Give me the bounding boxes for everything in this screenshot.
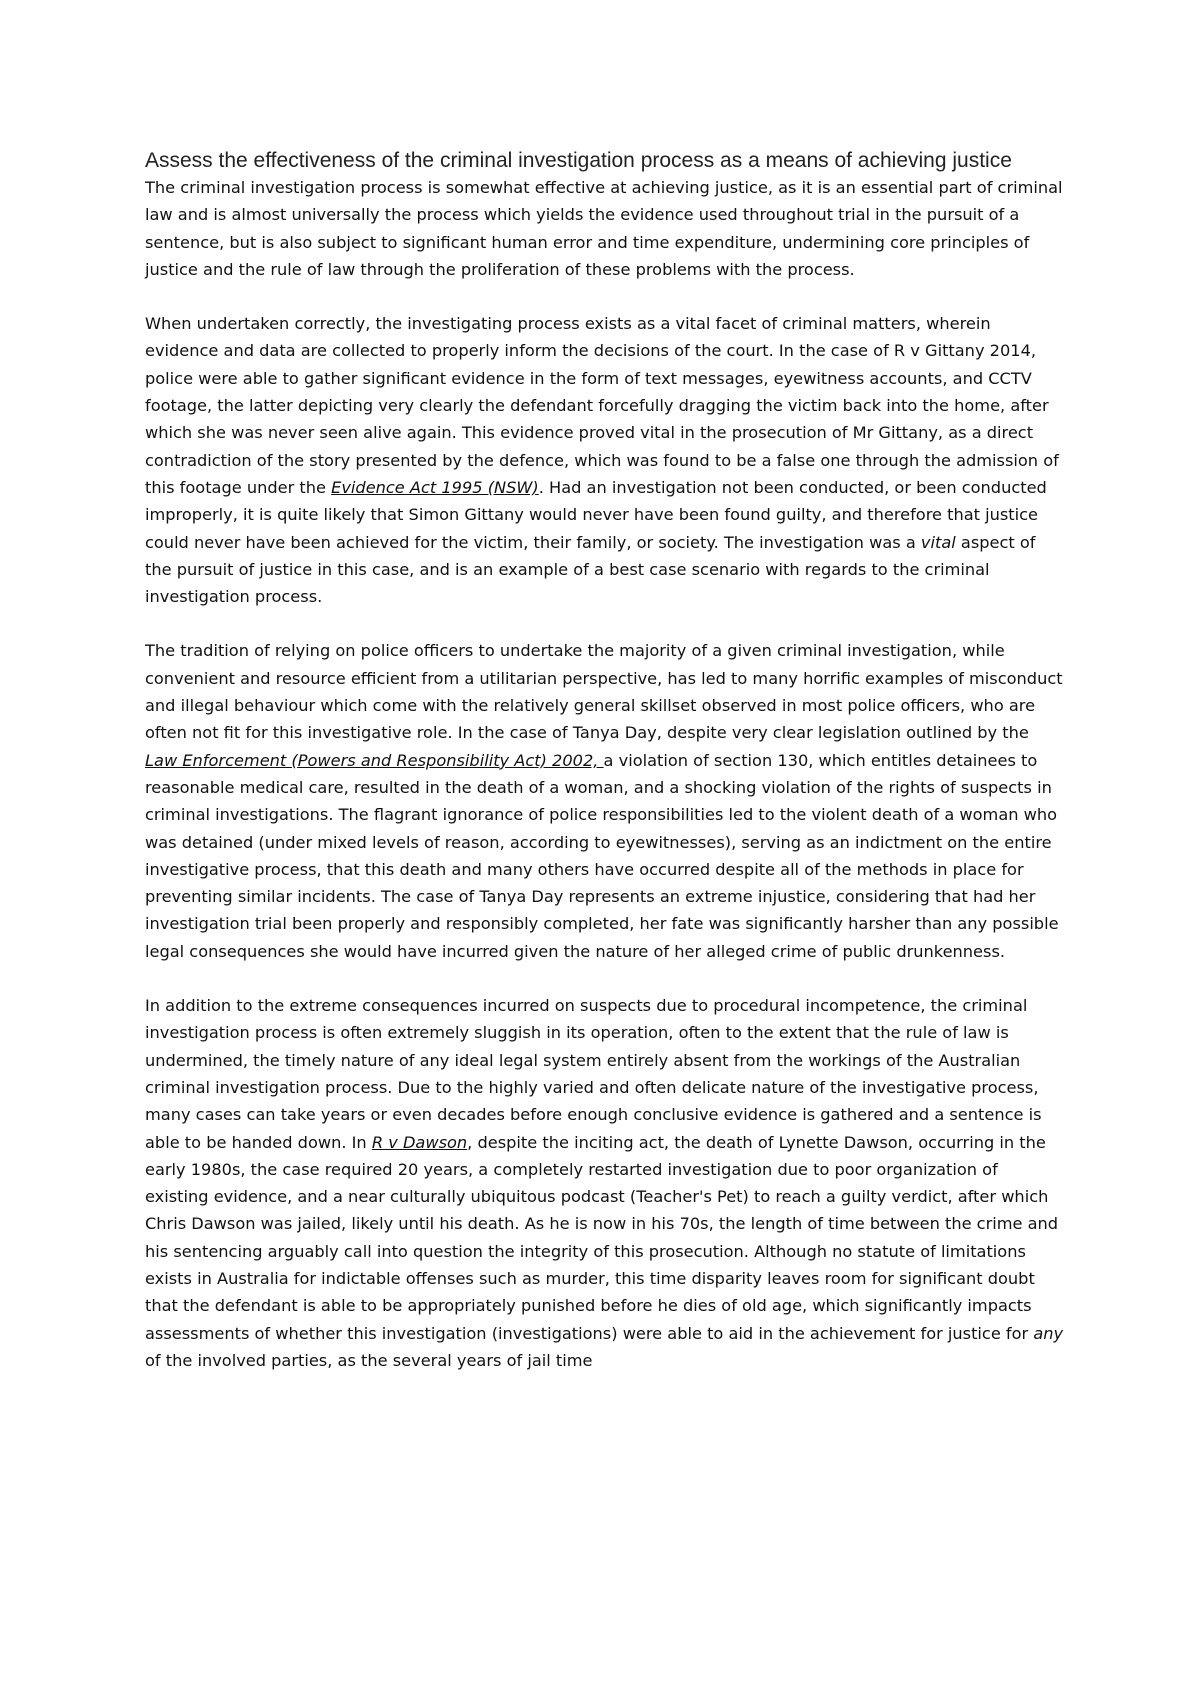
emphasis-text: any bbox=[1033, 1323, 1064, 1343]
paragraph-text: aspect of the pursuit of justice in this case, and is an example of a best case scenario with regards to the criminal investigation process. bbox=[145, 532, 1036, 607]
legislation-citation: Law Enforcement (Powers and Responsibility Act) 2002, bbox=[145, 750, 604, 770]
paragraph-dawson bbox=[145, 992, 1065, 1374]
paragraph-text: In addition to the extreme consequences incurred on suspects due to procedural incompetence, the criminal investigation process is often extremely sluggish in its operation, often to the extent that the rule of law is undermined, the timely nature of any ideal legal system entirely absent from the workings of the Australian criminal investigation process. Due to the highly varied and often delicate nature of the investigative process, many cases can take years or even decades before enough conclusive evidence is gathered and a sentence is able to be handed down. In bbox=[145, 996, 1042, 1152]
paragraph-text: a violation of section 130, which entitles detainees to reasonable medical care, resulted in the death of a woman, and a shocking violation of the rights of suspects in criminal investigations. The flagrant ignorance of police responsibilities led to the violent death of a woman who was detained (under mixed levels of reason, according to eyewitnesses), serving as an indictment on the entire investigative process, that this death and many others have occurred despite all of the methods in place for preventing similar incidents. The case of Tanya Day represents an extreme injustice, considering that had her investigation trial been properly and responsibly completed, her fate was significantly harsher than any possible legal consequences she would have incurred given the nature of her alleged crime of public drunkenness. bbox=[145, 750, 1059, 961]
paragraph-spacer bbox=[145, 965, 1065, 992]
legislation-citation: Evidence Act 1995 (NSW) bbox=[331, 477, 539, 497]
essay-title: Assess the effectiveness of the criminal investigation process as a means of achieving justice bbox=[145, 149, 1012, 172]
paragraph-spacer bbox=[145, 610, 1065, 637]
paragraph-intro: The criminal investigation process is somewhat effective at achieving justice, as it is an essential part of criminal law and is almost universally the process which yields the evidence used throughout trial in the pursuit of a sentence, but is also subject to significant human error and time expenditure, undermining core principles of justice and the rule of law through the proliferation of these problems with the process. bbox=[145, 178, 1063, 279]
paragraph-spacer bbox=[145, 283, 1065, 310]
case-citation: R v Dawson bbox=[371, 1132, 468, 1152]
paragraph-text: When undertaken correctly, the investigating process exists as a vital facet of criminal matters, wherein evidence and data are collected to properly inform the decisions of the court. In the case of R v Gittany 2014, police were able to gather significant evidence in the form of text messages, eyewitness accounts, and CCTV footage, the latter depicting very clearly the defendant forcefully dragging the victim back into the home, after which she was never seen alive again. This evidence proved vital in the prosecution of Mr Gittany, as a direct contradiction of the story presented by the defence, which was found to be a false one through the admission of this footage under the bbox=[145, 314, 1059, 497]
emphasis-text: vital bbox=[920, 532, 956, 552]
paragraph-text: The tradition of relying on police officers to undertake the majority of a given criminal investigation, while convenient and resource efficient from a utilitarian perspective, has led to many horrific examples of misconduct and illegal behaviour which come with the relatively general skillset observed in most police officers, who are often not fit for this investigative role. In the case of Tanya Day, despite very clear legislation outlined by the bbox=[145, 641, 1063, 743]
paragraph-tanya-day bbox=[145, 637, 1065, 965]
paragraph-gittany bbox=[145, 310, 1065, 610]
document-body bbox=[145, 147, 1065, 1374]
paragraph-text: , despite the inciting act, the death of Lynette Dawson, occurring in the early 1980s, the case required 20 years, a completely restarted investigation due to poor organization of existing evidence, and a near culturally ubiquitous podcast (Teacher's Pet) to reach a guilty verdict, after which Chris Dawson was jailed, likely until his death. As he is now in his 70s, the length of time between the crime and his sentencing arguably call into question the integrity of this prosecution. Although no statute of limitations exists in Australia for indictable offenses such as murder, this time disparity leaves room for significant doubt that the defendant is able to be appropriately punished before he dies of old age, which significantly impacts assessments of whether this investigation (investigations) were able to aid in the achievement for justice for bbox=[145, 1132, 1059, 1343]
paragraph-text: . Had an investigation not been conducted, or been conducted improperly, it is quite likely that Simon Gittany would never have been found guilty, and therefore that justice could never have been achieved for the victim, their family, or society. The investigation was a bbox=[145, 477, 1047, 552]
paragraph-text: of the involved parties, as the several years of jail time bbox=[145, 1350, 593, 1370]
